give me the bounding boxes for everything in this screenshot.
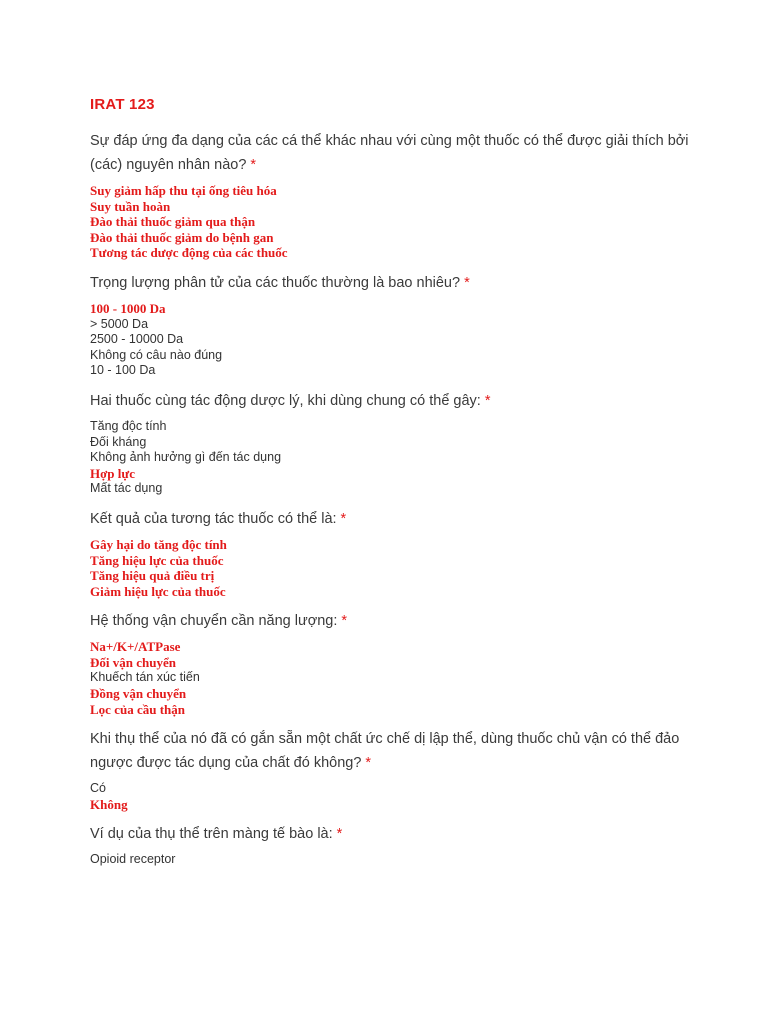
answer-option: Mất tác dụng (90, 481, 163, 496)
answer-options (90, 639, 690, 717)
question-block (90, 822, 690, 868)
answer-option: 10 - 100 Da (90, 363, 156, 378)
answer-option: Có (90, 781, 106, 796)
answer-option-selected: Không (90, 796, 128, 812)
answer-option-selected: Giảm hiệu lực của thuốc (90, 583, 226, 599)
answer-option-selected: Tăng hiệu lực của thuốc (90, 552, 224, 568)
answer-option-selected: Đối vận chuyển (90, 654, 176, 670)
question-text (90, 271, 690, 295)
required-asterisk: * (336, 826, 343, 843)
question-label: Trọng lượng phân tử của các thuốc thường là bao nhiêu? (90, 274, 461, 291)
document-title: IRAT 123 (90, 96, 155, 113)
question-block (90, 129, 690, 261)
answer-options (90, 419, 690, 497)
question-label: Hệ thống vận chuyển cần năng lượng: (90, 613, 338, 630)
required-asterisk: * (365, 755, 372, 772)
question-text (90, 129, 690, 177)
answer-option: Tăng độc tính (90, 418, 167, 433)
required-asterisk: * (484, 392, 491, 409)
answer-option-selected: Na+/K+/ATPase (90, 639, 181, 655)
answer-option: Đối kháng (90, 434, 147, 449)
answer-option-selected: Đào thải thuốc giảm qua thận (90, 214, 256, 230)
answer-options (90, 852, 690, 868)
question-label: Hai thuốc cùng tác động dược lý, khi dùng chung có thể gây: (90, 392, 481, 409)
answer-option-selected: Gây hại do tăng độc tính (90, 536, 227, 552)
question-block (90, 727, 690, 812)
answer-option-selected: Tương tác dược động của các thuốc (90, 245, 288, 261)
answer-option-selected: Suy giảm hấp thu tại ống tiêu hóa (90, 183, 277, 198)
answer-option: Không có câu nào đúng (90, 347, 223, 362)
answer-option-selected: Đào thải thuốc giảm do bệnh gan (90, 229, 274, 245)
required-asterisk: * (341, 613, 348, 630)
answer-option: Opioid receptor (90, 852, 176, 867)
answer-options (90, 781, 690, 812)
question-label: Khi thụ thể của nó đã có gắn sẵn một chất ức chế dị lập thể, dùng thuốc chủ vận có thể đảo ngược được tác dụng của chất đó không? (90, 731, 680, 772)
question-label: Kết quả của tương tác thuốc có thể là: (90, 510, 337, 527)
quiz-document (90, 96, 690, 878)
question-label: Ví dụ của thụ thể trên màng tế bào là: (90, 826, 333, 843)
answer-option-selected: Hợp lực (90, 465, 135, 481)
question-block (90, 507, 690, 599)
required-asterisk: * (340, 510, 347, 527)
question-text (90, 389, 690, 413)
question-label: Sự đáp ứng đa dạng của các cá thể khác nhau với cùng một thuốc có thể được giải thích bởi (các) nguyên nhân nào? (90, 133, 689, 173)
answer-option: > 5000 Da (90, 316, 149, 331)
question-list (90, 129, 690, 868)
answer-option: Không ảnh hưởng gì đến tác dụng (90, 450, 282, 465)
answer-options (90, 183, 690, 261)
required-asterisk: * (250, 157, 257, 173)
answer-options (90, 301, 690, 379)
question-block (90, 389, 690, 497)
answer-option-selected: 100 - 1000 Da (90, 300, 166, 316)
question-block (90, 609, 690, 717)
question-text (90, 727, 690, 775)
answer-options (90, 537, 690, 599)
answer-option: Khuếch tán xúc tiến (90, 670, 200, 685)
question-block (90, 271, 690, 379)
answer-option-selected: Tăng hiệu quả điều trị (90, 568, 215, 584)
question-text (90, 609, 690, 633)
answer-option-selected: Suy tuần hoàn (90, 198, 171, 214)
question-text (90, 507, 690, 531)
answer-option: 2500 - 10000 Da (90, 332, 184, 347)
answer-option-selected: Đồng vận chuyển (90, 686, 187, 702)
question-text (90, 822, 690, 846)
answer-option-selected: Lọc của cầu thận (90, 701, 185, 717)
required-asterisk: * (464, 274, 470, 291)
